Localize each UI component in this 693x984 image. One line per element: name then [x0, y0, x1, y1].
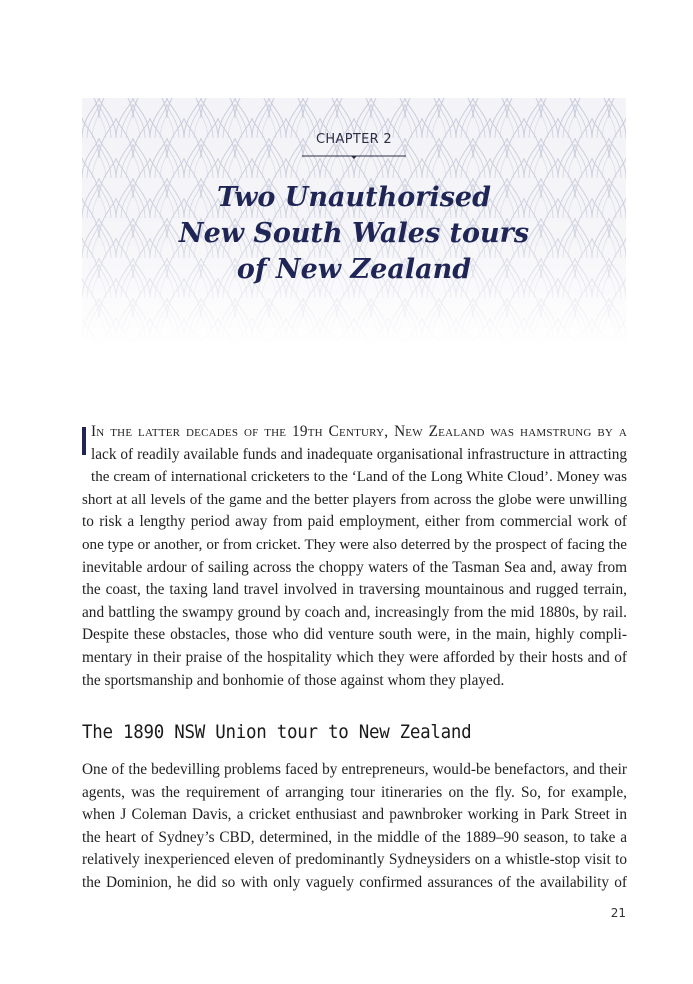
paragraph-line: One of the bedevilling problems faced by entrepreneurs, would-be benefactors, and their — [82, 761, 627, 778]
paragraph-line: inevitable ardour of sailing across the choppy waters of the Tasman Sea and, away from — [82, 558, 627, 576]
paragraph-line: agents, was the requirement of arranging tour itineraries on the fly. So, for example, — [82, 783, 627, 801]
paragraph-intro — [82, 421, 627, 692]
paragraph-lead-line: In the latter decades of the 19th Century, New Zealand was hamstrung by a — [91, 423, 627, 440]
paragraph-line: the Dominion, he did so with only vaguely confirmed assurances of the availability of — [82, 873, 627, 891]
paragraph-line: the cream of international cricketers to the ‘Land of the Long White Cloud’. Money was — [91, 469, 627, 486]
section-heading: The 1890 NSW Union tour to New Zealand — [82, 721, 472, 743]
paragraph-line: the heart of Sydney’s CBD, determined, in the middle of the 1889–90 season, to take a — [82, 828, 627, 846]
paragraph-line: short at all levels of the game and the better players from across the globe were unwilling — [82, 491, 627, 508]
paragraph-section — [82, 759, 627, 895]
chapter-title-line: of New Zealand — [236, 254, 472, 285]
paragraph-line: the sportsmanship and bonhomie of those against whom they played. — [82, 671, 505, 689]
chapter-banner — [82, 98, 626, 346]
paragraph-line: relatively inexperienced eleven of predominantly Sydneysiders on a whistle-stop visit to — [82, 851, 627, 869]
paragraph-line: mentary in their praise of the hospitality which they were afforded by their hosts and of — [82, 648, 627, 666]
paragraph-line: one type or another, or from cricket. They were also deterred by the prospect of facing the — [82, 536, 627, 553]
chapter-title-line: New South Wales tours — [178, 218, 530, 249]
paragraph-line: and battling the swampy ground by coach and, increasingly from the mid 1880s, by rail. — [82, 603, 627, 621]
paragraph-line: the coast, the taxing land travel involved in traversing mountainous and rugged terrain, — [82, 581, 627, 599]
paragraph-line: Despite these obstacles, those who did venture south were, in the main, highly compli- — [82, 626, 627, 644]
chapter-label: CHAPTER 2 — [316, 132, 392, 147]
chapter-title — [82, 180, 626, 288]
chapter-divider — [302, 153, 406, 161]
page-number: 21 — [610, 906, 626, 920]
paragraph-line: lack of readily available funds and inadequate organisational infrastructure in attracting — [91, 445, 627, 463]
paragraph-line: when J Coleman Davis, a cricket enthusiast and pawnbroker working in Park Street in — [82, 806, 627, 824]
chapter-title-line: Two Unauthorised — [217, 182, 491, 213]
paragraph-line: to risk a lengthy period away from paid employment, either from commercial work of — [82, 513, 627, 531]
